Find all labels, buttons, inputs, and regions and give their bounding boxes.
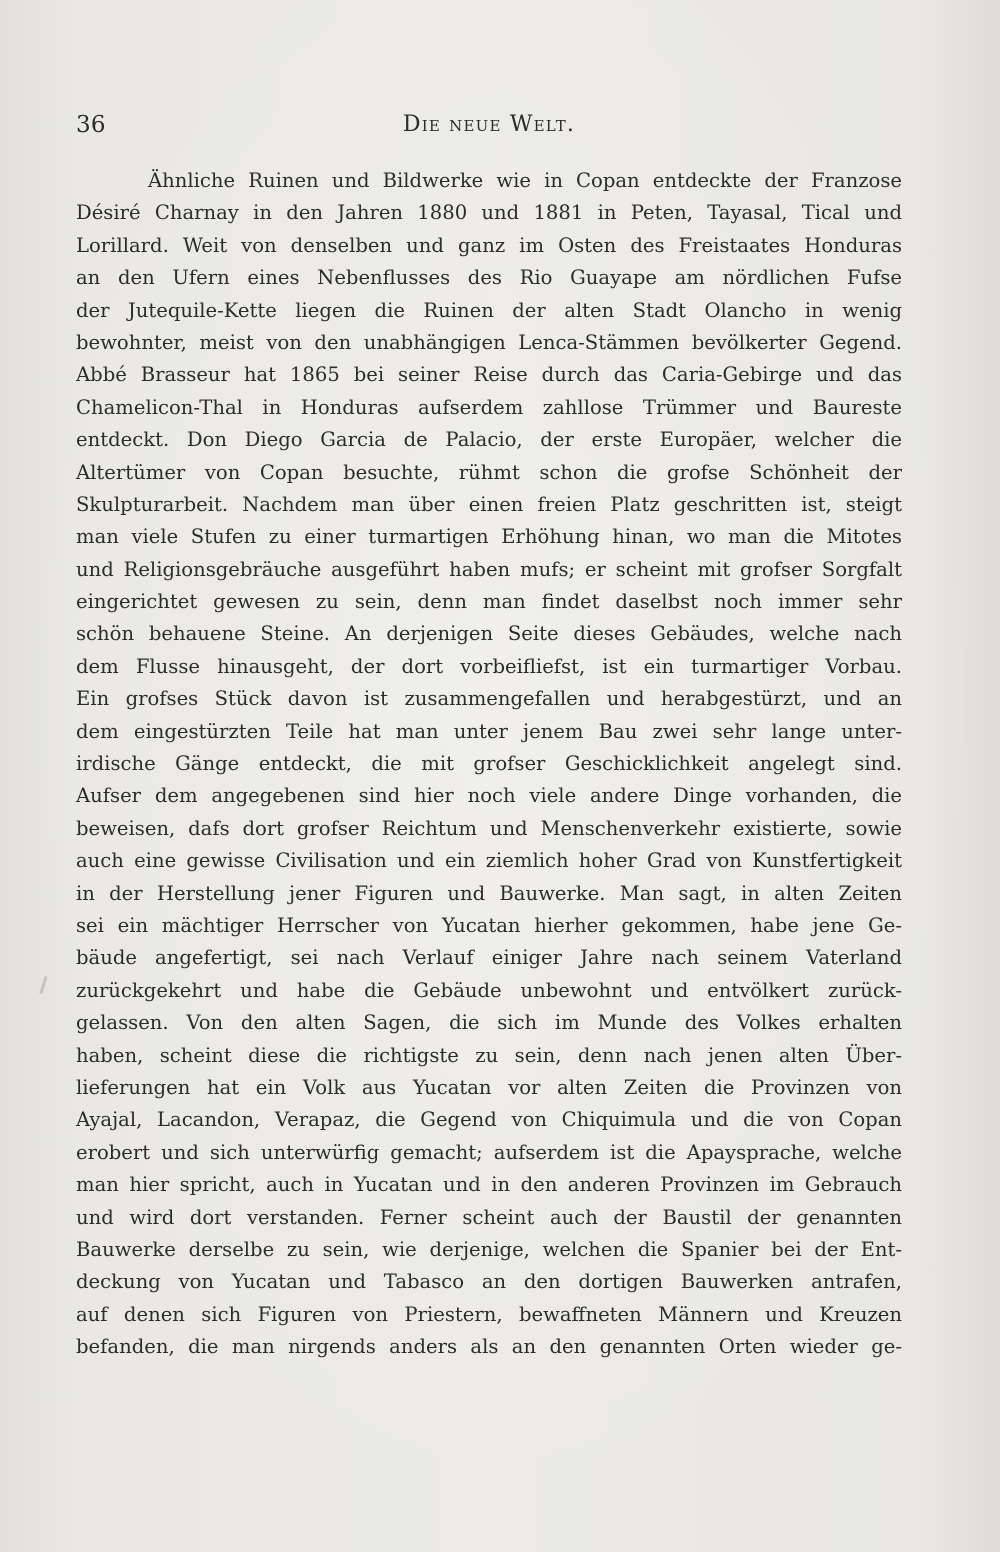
text-line: auch eine gewisse Civilisation und ein ziemlich hoher Grad von Kunstfertigkeit <box>76 849 902 873</box>
text-line: haben, scheint diese die richtigste zu sein, denn nach jenen alten Über- <box>76 1043 902 1067</box>
text-line: bewohnter, meist von den unabhängigen Lenca-Stämmen bevölkerter Gegend. <box>76 330 902 354</box>
text-line: beweisen, dafs dort grofser Reichtum und Menschenverkehr existierte, sowie <box>76 816 902 840</box>
text-line: Chamelicon-Thal in Honduras aufserdem zahllose Trümmer und Baureste <box>76 395 902 419</box>
text-line: in der Herstellung jener Figuren und Bauwerke. Man sagt, in alten Zeiten <box>76 881 902 905</box>
text-line: und Religionsgebräuche ausgeführt haben mufs; er scheint mit grofser Sorgfalt <box>76 557 902 581</box>
text-line: irdische Gänge entdeckt, die mit grofser Geschicklichkeit angelegt sind. <box>76 752 902 776</box>
text-line: Lorillard. Weit von denselben und ganz im Osten des Freistaates Honduras <box>76 233 902 257</box>
page-number: 36 <box>76 112 106 138</box>
text-line: Ayajal, Lacandon, Verapaz, die Gegend von Chiquimula und die von Copan <box>76 1108 902 1132</box>
text-line: bäude angefertigt, sei nach Verlauf einiger Jahre nach seinem Vaterland <box>76 946 902 970</box>
text-line: Désiré Charnay in den Jahren 1880 und 1881 in Peten, Tayasal, Tical und <box>76 201 902 225</box>
body-paragraph <box>76 165 902 1363</box>
text-line: erobert und sich unterwürfig gemacht; aufserdem ist die Apaysprache, welche <box>76 1140 902 1164</box>
text-line: Altertümer von Copan besuchte, rühmt schon die grofse Schönheit der <box>76 460 902 484</box>
text-line: Abbé Brasseur hat 1865 bei seiner Reise durch das Caria-Gebirge und das <box>76 363 902 387</box>
text-line: deckung von Yucatan und Tabasco an den dortigen Bauwerken antrafen, <box>76 1270 902 1294</box>
page-header <box>76 112 902 146</box>
running-title: Die neue Welt. <box>402 112 576 137</box>
text-line: befanden, die man nirgends anders als an den genannten Orten wieder ge- <box>76 1335 902 1359</box>
text-line: gelassen. Von den alten Sagen, die sich im Munde des Volkes erhalten <box>76 1011 902 1035</box>
text-line: Bauwerke derselbe zu sein, wie derjenige, welchen die Spanier bei der Ent- <box>76 1237 902 1261</box>
text-line: man viele Stufen zu einer turmartigen Erhöhung hinan, wo man die Mitotes <box>76 525 902 549</box>
text-line: Ein grofses Stück davon ist zusammengefallen und herabgestürzt, und an <box>76 687 902 711</box>
text-line: man hier spricht, auch in Yucatan und in den anderen Provinzen im Gebrauch <box>76 1173 902 1197</box>
text-line: zurückgekehrt und habe die Gebäude unbewohnt und entvölkert zurück- <box>76 978 902 1002</box>
text-line: der Jutequile-Kette liegen die Ruinen der alten Stadt Olancho in wenig <box>76 298 902 322</box>
text-line: eingerichtet gewesen zu sein, denn man findet daselbst noch immer sehr <box>76 590 902 614</box>
text-line: und wird dort verstanden. Ferner scheint auch der Baustil der genannten <box>76 1205 902 1229</box>
text-line: Ähnliche Ruinen und Bildwerke wie in Copan entdeckte der Franzose <box>148 169 902 192</box>
text-line: entdeckt. Don Diego Garcia de Palacio, der erste Europäer, welcher die <box>76 428 902 452</box>
text-line: lieferungen hat ein Volk aus Yucatan vor alten Zeiten die Provinzen von <box>76 1075 902 1099</box>
text-line: Skulpturarbeit. Nachdem man über einen freien Platz geschritten ist, steigt <box>76 492 902 516</box>
text-line: auf denen sich Figuren von Priestern, bewaffneten Männern und Kreuzen <box>76 1302 902 1326</box>
margin-mark <box>39 976 47 994</box>
text-line: dem Flusse hinausgeht, der dort vorbeifliefst, ist ein turmartiger Vorbau. <box>76 654 902 678</box>
text-line: schön behauene Steine. An derjenigen Seite dieses Gebäudes, welche nach <box>76 622 902 646</box>
text-line: Aufser dem angegebenen sind hier noch viele andere Dinge vorhanden, die <box>76 784 902 808</box>
text-line: dem eingestürzten Teile hat man unter jenem Bau zwei sehr lange unter- <box>76 719 902 743</box>
text-line: an den Ufern eines Nebenflusses des Rio Guayape am nördlichen Fufse <box>76 266 902 290</box>
text-line: sei ein mächtiger Herrscher von Yucatan hierher gekommen, habe jene Ge- <box>76 913 902 937</box>
